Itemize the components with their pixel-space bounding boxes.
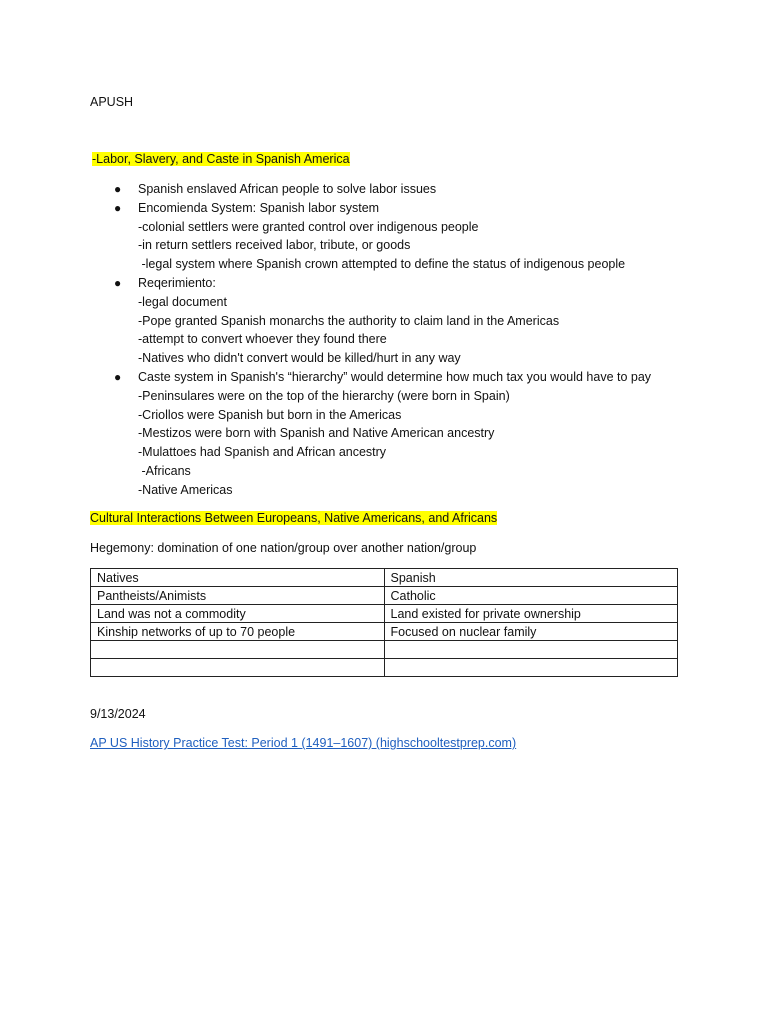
table-cell: Land existed for private ownership xyxy=(384,605,678,623)
table-cell xyxy=(384,659,678,677)
list-item xyxy=(90,180,651,199)
sub-line: -Mestizos were born with Spanish and Native American ancestry xyxy=(138,426,495,441)
highlighted-heading-text: -Labor, Slavery, and Caste in Spanish America xyxy=(92,152,350,166)
table-cell: Land was not a commodity xyxy=(91,605,385,623)
practice-test-link-line xyxy=(90,735,516,751)
section-heading-labor xyxy=(92,151,350,167)
practice-test-link[interactable]: AP US History Practice Test: Period 1 (1491–1607) (highschooltestprep.com) xyxy=(90,736,517,750)
bullet-icon: ● xyxy=(114,182,122,196)
sub-line: -Mulattoes had Spanish and African ancestry xyxy=(138,445,387,460)
sub-line: -Peninsulares were on the top of the hierarchy (were born in Spain) xyxy=(138,388,510,403)
bullet-main-text: Spanish enslaved African people to solve labor issues xyxy=(138,182,437,196)
bullet-main-text: Encomienda System: Spanish labor system xyxy=(138,200,380,215)
sub-line: -legal system where Spanish crown attempted to define the status of indigenous people xyxy=(138,257,626,272)
table-cell xyxy=(384,641,678,659)
list-item xyxy=(90,368,651,500)
hegemony-definition: Hegemony: domination of one nation/group over another nation/group xyxy=(90,541,477,555)
table-cell: Spanish xyxy=(384,569,678,587)
table-cell: Kinship networks of up to 70 people xyxy=(91,623,385,641)
sub-line: -Native Americas xyxy=(138,482,233,497)
table-row xyxy=(91,605,678,623)
table-cell: Natives xyxy=(91,569,385,587)
bullet-main-text: Caste system in Spanish's “hierarchy” would determine how much tax you would have to pay xyxy=(138,369,652,384)
table-row xyxy=(91,641,678,659)
sub-line: -Pope granted Spanish monarchs the authority to claim land in the Americas xyxy=(138,313,560,328)
table-cell xyxy=(91,659,385,677)
table-row xyxy=(91,623,678,641)
table-cell: Pantheists/Animists xyxy=(91,587,385,605)
bullet-icon: ● xyxy=(114,369,122,384)
table-row xyxy=(91,659,678,677)
table-row xyxy=(91,587,678,605)
sub-line: -Africans xyxy=(138,463,191,478)
sub-line: -Criollos were Spanish but born in the Americas xyxy=(138,407,402,422)
comparison-table xyxy=(90,568,678,677)
list-item xyxy=(90,199,651,274)
sub-line: -attempt to convert whoever they found there xyxy=(138,332,387,347)
bullet-main-text: Reqerimiento: xyxy=(138,275,216,290)
bullet-icon: ● xyxy=(114,200,122,215)
document-title: APUSH xyxy=(90,95,134,109)
list-item xyxy=(90,274,651,368)
bullet-list xyxy=(90,180,651,500)
sub-line: -Natives who didn't convert would be killed/hurt in any way xyxy=(138,351,461,366)
sub-line: -in return settlers received labor, tribute, or goods xyxy=(138,238,411,253)
date-text: 9/13/2024 xyxy=(90,707,146,721)
sub-line: -legal document xyxy=(138,294,227,309)
table-cell xyxy=(91,641,385,659)
table-cell: Focused on nuclear family xyxy=(384,623,678,641)
table-cell: Catholic xyxy=(384,587,678,605)
bullet-icon: ● xyxy=(114,275,122,290)
sub-line: -colonial settlers were granted control over indigenous people xyxy=(138,219,479,234)
table-row xyxy=(91,569,678,587)
highlighted-heading-text: Cultural Interactions Between Europeans, Native Americans, and Africans xyxy=(90,511,498,525)
section-heading-cultural xyxy=(90,510,497,526)
